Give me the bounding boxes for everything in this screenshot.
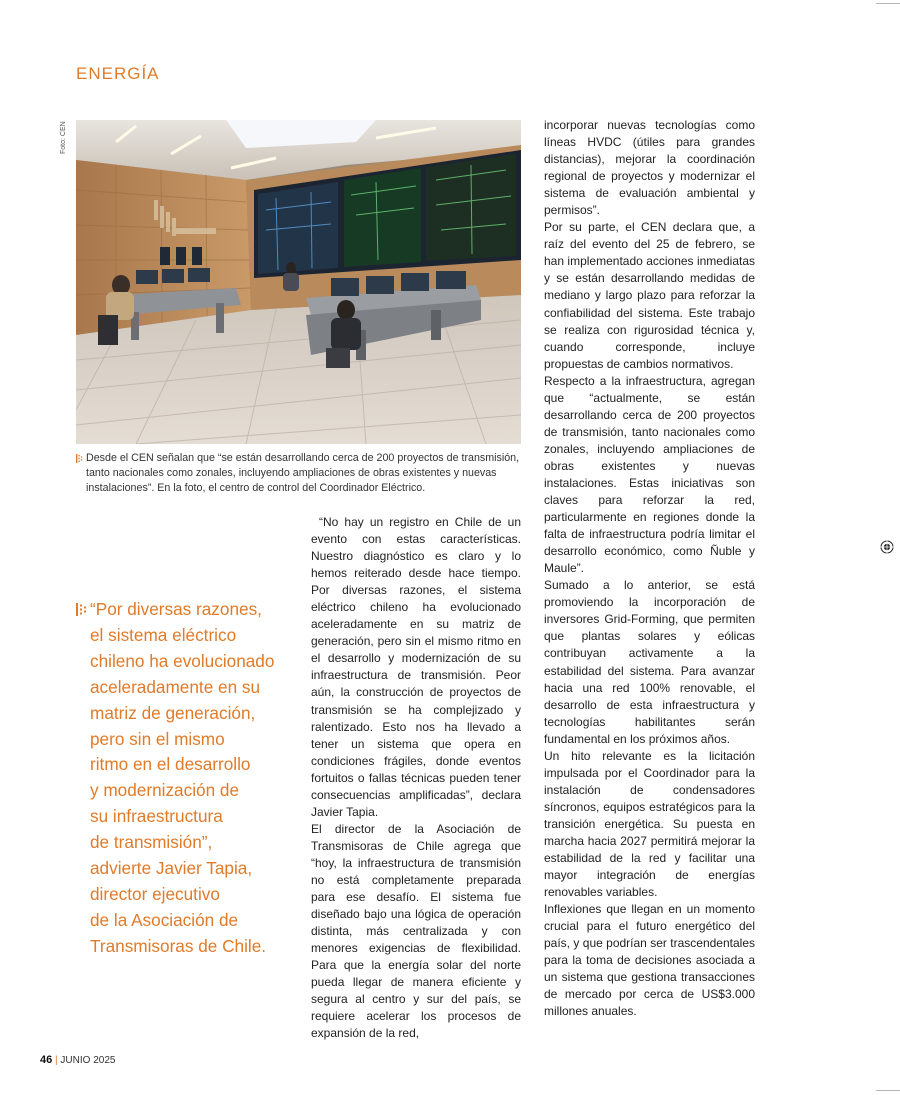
quote-line: advierte Javier Tapia,	[90, 858, 253, 879]
crop-mark-bottom	[876, 1090, 900, 1091]
body-paragraph: Un hito relevante es la licitación impulsada por el Coordinador para la instalación de condensadores síncronos, equipos estratégicos para la transición energética. Su puesta en marcha hacia 2027 permitirá mejorar la estabilidad de la red y facilitar una mayor integración de energías renovables variables.	[544, 748, 755, 900]
quote-line: ritmo en el desarrollo	[90, 754, 251, 775]
quote-line: su infraestructura	[90, 806, 223, 827]
body-paragraph: Inflexiones que llegan en un momento crucial para el futuro energético del país, y que podrían ser trascendentales para la toma de decisiones asociada a un sistema que gestiona transacciones de mercado por cerca de US$3.000 millones anuales.	[544, 902, 755, 1019]
quote-bullet-icon	[76, 603, 88, 616]
body-paragraph: Respecto a la infraestructura, agregan que “actualmente, se están desarrollando cerca de 200 proyectos de transmisión, tanto nacionales como zonales, incluyendo ampliaciones de obras existentes y nuevas instalaciones. Estas iniciativas son claves para reforzar la red, particularmente en regiones donde la falta de infraestructura podría limitar el desarrollo económico, como Ñuble y Maule”.	[544, 373, 755, 576]
body-paragraph: “No hay un registro en Chile de un evento con estas características. Nuestro diagnóstico es claro y lo hemos reiterado desde hace tiempo. Por diversas razones, el sistema eléctrico chileno ha evolucionado aceleradamente en su matriz de generación, pero sin el mismo ritmo en el desarrollo y modernización de su infraestructura de transmisión. Peor aún, la construcción de proyectos de transmisión se ha complejizado y ralentizado. Esto nos ha llevado a tener un sistema que opera en condiciones frágiles, donde eventos fortuitos o fallas técnicas pueden tener consecuencias amplificadas”, declara Javier Tapia.	[311, 515, 521, 819]
registration-mark-icon	[880, 540, 894, 554]
quote-line: chileno ha evolucionado	[90, 650, 275, 671]
quote-line: de transmisión”,	[90, 832, 213, 853]
quote-line: y modernización de	[90, 780, 240, 801]
quote-line: de la Asociación de	[90, 909, 239, 930]
quote-line: el sistema eléctrico	[90, 624, 237, 645]
quote-line: “Por diversas razones,	[90, 599, 262, 619]
photo-credit-text: Foto: CEN	[60, 121, 67, 154]
caption-text: Desde el CEN señalan que “se están desarrollando cerca de 200 proyectos de transmisión, tanto nacionales como zonales, incluyendo ampliaciones de obras existentes y nuevas instalaciones”. En la foto, el centro de control del Coordinador Eléctrico.	[86, 452, 520, 494]
issue-date: JUNIO 2025	[60, 1055, 116, 1066]
section-title: ENERGÍA	[76, 64, 160, 83]
body-paragraph: Sumado a lo anterior, se está promoviendo la incorporación de inversores Grid-Forming, que permiten que plantas solares y eólicas contribuyan activamente a la estabilidad del sistema. Para avanzar hacia una red 100% renovable, el desarrollo de esta infraestructura y tecnologías habilitantes serán fundamental en los próximos años.	[544, 578, 755, 746]
footer-separator: |	[55, 1055, 58, 1066]
page-number: 46	[40, 1054, 53, 1066]
pull-quote	[76, 597, 281, 960]
page-footer	[40, 1054, 115, 1066]
crop-mark-top	[876, 3, 900, 4]
body-column-right	[544, 117, 755, 1020]
body-paragraph: incorporar nuevas tecnologías como líneas HVDC (útiles para grandes distancias), mejorar la coordinación regional de proyectos y modernizar el sistema de evaluación ambiental y permisos”.	[544, 118, 755, 218]
photo-caption	[76, 451, 524, 496]
quote-line: pero sin el mismo	[90, 728, 225, 749]
body-paragraph: El director de la Asociación de Transmisoras de Chile agrega que “hoy, la infraestructura de transmisión no está completamente preparada para ese desafío. El sistema fue diseñado bajo una lógica de operación distinta, más centralizada y con menores exigencias de flexibilidad. Para que la energía solar del norte pueda llegar de manera eficiente y segura al centro y sur del país, se requiere acelerar los procesos de expansión de la red,	[311, 821, 521, 1041]
bullet-icon	[76, 454, 83, 463]
quote-line: director ejecutivo	[90, 883, 220, 904]
control-room-photo	[76, 120, 521, 444]
body-column-middle	[311, 514, 521, 1042]
body-paragraph: Por su parte, el CEN declara que, a raíz del evento del 25 de febrero, se han implementado acciones inmediatas y se están desarrollando medidas de mediano y largo plazo para reforzar la confiabilidad del sistema. Este trabajo se realiza con rigurosidad técnica y, cuando corresponde, incluye propuestas de cambios normativos.	[544, 220, 755, 371]
quote-line: Transmisoras de Chile.	[90, 935, 267, 956]
quote-line: aceleradamente en su	[90, 676, 261, 697]
photo-credit	[60, 121, 72, 164]
quote-line: matriz de generación,	[90, 702, 256, 723]
